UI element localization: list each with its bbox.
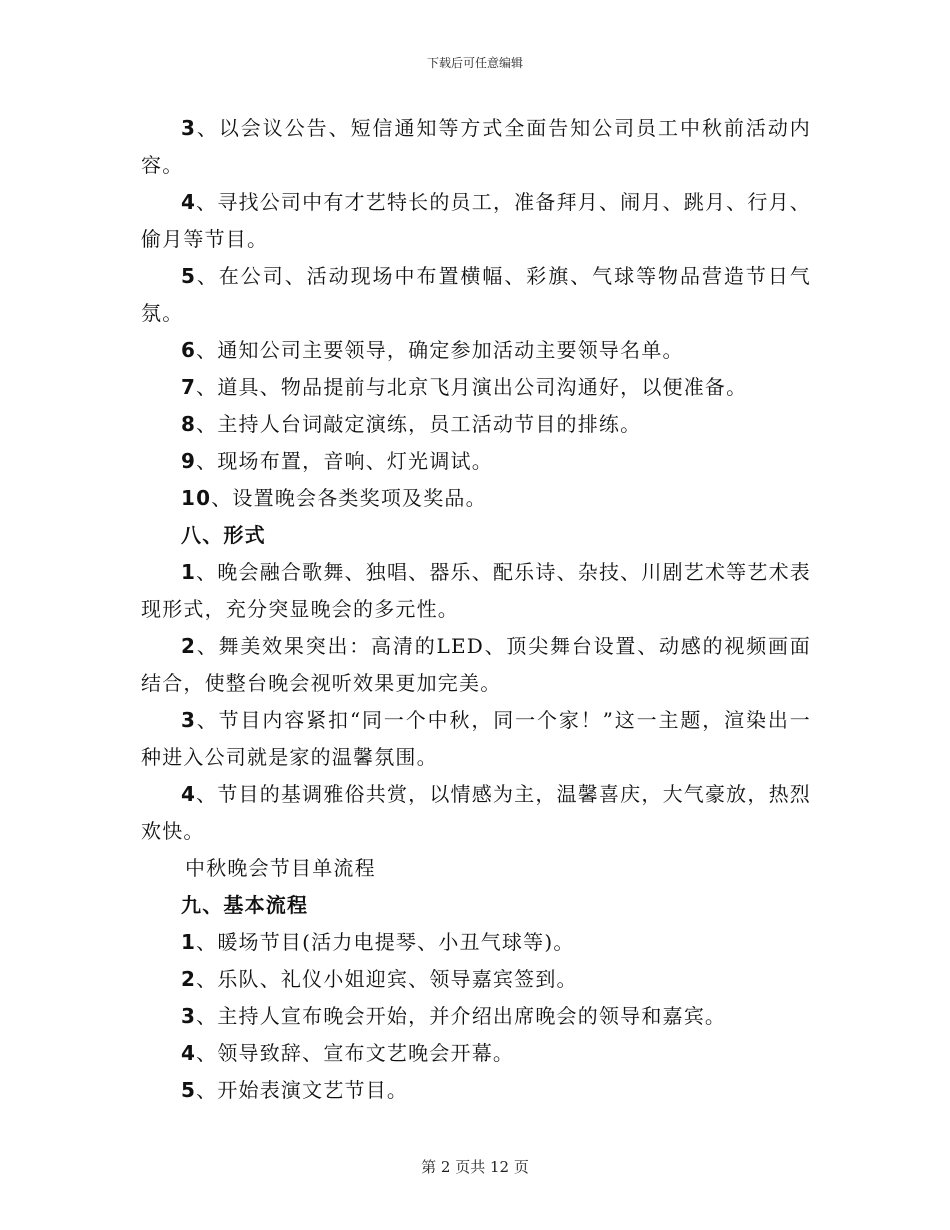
item-number: 2 (181, 634, 197, 658)
item-text: 、晚会融合歌舞、独唱、器乐、配乐诗、杂技、川剧艺术等艺术表现形式，充分突显晚会的多元性。 (141, 560, 811, 621)
item-number: 5 (181, 1078, 197, 1102)
item-number: 1 (181, 930, 197, 954)
item-number: 4 (181, 782, 197, 806)
item-text: 、节目内容紧扣“同一个中秋，同一个家！”这一主题，渲染出一种进入公司就是家的温馨氛围。 (141, 708, 811, 769)
section-heading: 八、形式 (181, 523, 266, 547)
item-text: 、开始表演文艺节目。 (196, 1078, 409, 1102)
list-item (141, 1072, 811, 1109)
item-number: 10 (181, 486, 212, 510)
page-header: 下载后可任意编辑 (426, 56, 523, 70)
item-text: 、寻找公司中有才艺特长的员工，准备拜月、闹月、跳月、行月、偷月等节目。 (141, 190, 811, 251)
item-number: 5 (181, 264, 197, 288)
item-number: 6 (181, 338, 197, 362)
item-text: 、舞美效果突出：高清的LED、顶尖舞台设置、动感的视频画面结合，使整台晚会视听效果更加完美。 (141, 634, 811, 695)
item-number: 8 (181, 412, 197, 436)
list-item (141, 480, 811, 517)
item-text: 、暖场节目(活力电提琴、小丑气球等)。 (196, 930, 575, 954)
list-item (141, 332, 811, 369)
list-item (141, 924, 811, 961)
list-item (141, 628, 811, 702)
item-number: 1 (181, 560, 197, 584)
item-number: 2 (181, 967, 197, 991)
list-item (141, 776, 811, 850)
section-heading: 九、基本流程 (181, 893, 309, 917)
list-item (141, 554, 811, 628)
document-body (141, 110, 811, 1109)
item-text: 、道具、物品提前与北京飞月演出公司沟通好，以便准备。 (196, 375, 748, 399)
item-number: 3 (181, 116, 197, 140)
item-text: 、领导致辞、宣布文艺晚会开幕。 (196, 1041, 515, 1065)
list-item (141, 443, 811, 480)
list-item (141, 110, 811, 184)
item-text: 、在公司、活动现场中布置横幅、彩旗、气球等物品营造节日气氛。 (141, 264, 811, 325)
list-item (141, 702, 811, 776)
item-text: 、现场布置，音响、灯光调试。 (196, 449, 493, 473)
item-text: 、以会议公告、短信通知等方式全面告知公司员工中秋前活动内容。 (141, 116, 811, 177)
item-number: 4 (181, 190, 197, 214)
list-item (141, 998, 811, 1035)
item-text: 、主持人宣布晚会开始，并介绍出席晚会的领导和嘉宾。 (196, 1004, 727, 1028)
item-number: 4 (181, 1041, 197, 1065)
list-item (141, 369, 811, 406)
item-number: 3 (181, 1004, 197, 1028)
list-item (141, 184, 811, 258)
list-item (141, 406, 811, 443)
item-number: 3 (181, 708, 197, 732)
page-footer: 第 2 页共 12 页 (421, 1158, 529, 1176)
subtitle-line: 中秋晚会节目单流程 (185, 856, 376, 880)
item-text: 、设置晚会各类奖项及奖品。 (211, 486, 487, 510)
item-text: 、节目的基调雅俗共赏，以情感为主，温馨喜庆，大气豪放，热烈欢快。 (141, 782, 811, 843)
item-number: 7 (181, 375, 197, 399)
item-text: 、乐队、礼仪小姐迎宾、领导嘉宾签到。 (196, 967, 578, 991)
list-item (141, 1035, 811, 1072)
item-number: 9 (181, 449, 197, 473)
list-item (141, 258, 811, 332)
item-text: 、主持人台词敲定演练，员工活动节目的排练。 (196, 412, 642, 436)
list-item (141, 961, 811, 998)
item-text: 、通知公司主要领导，确定参加活动主要领导名单。 (196, 338, 684, 362)
